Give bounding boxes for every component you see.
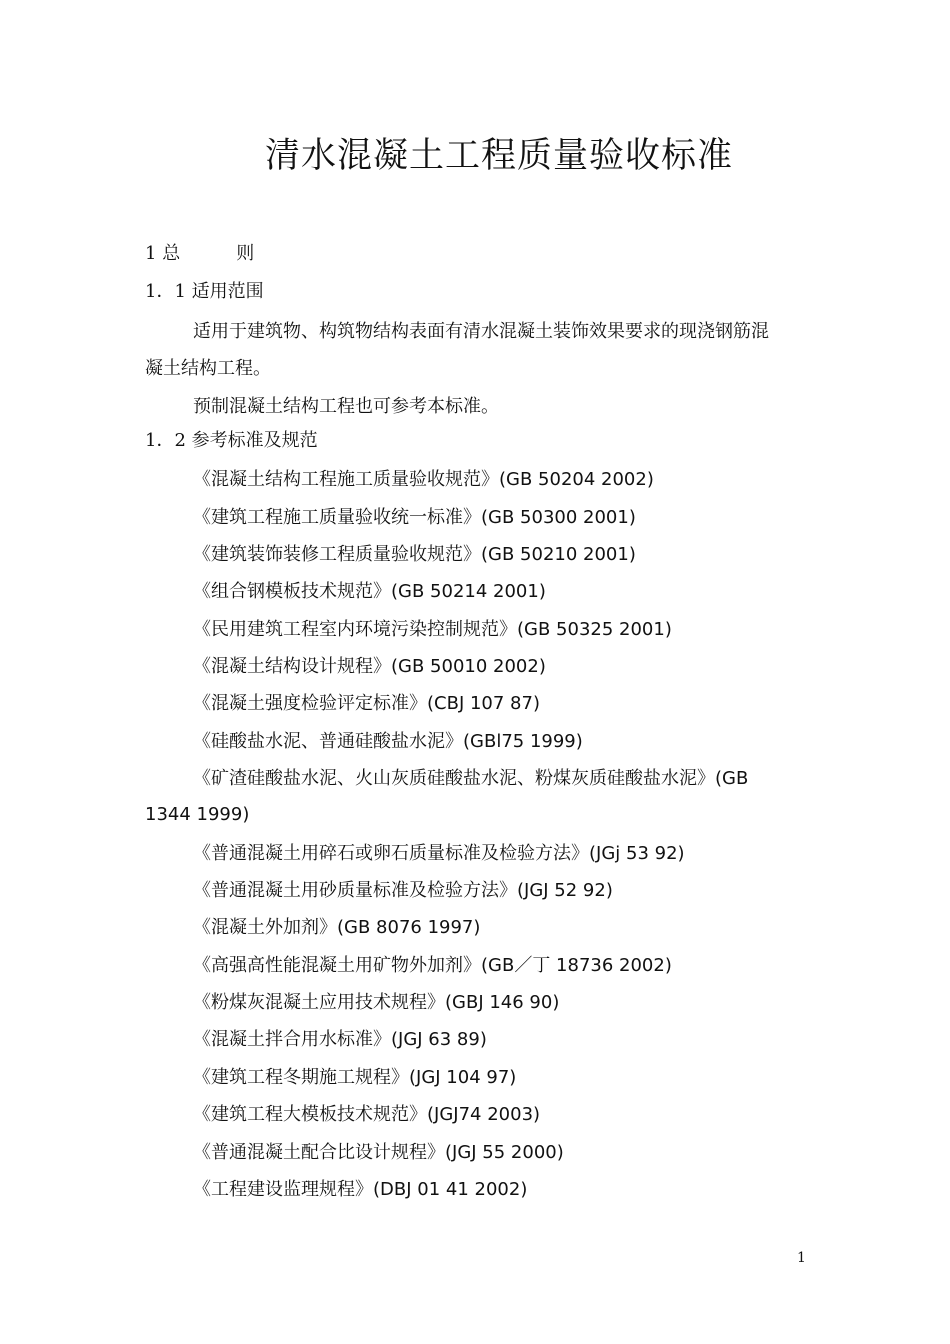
reference-code: (GBl75 1999)	[463, 731, 583, 752]
reference-name: 《普通混凝土用碎石或卵石质量标准及检验方法》	[193, 843, 589, 864]
reference-code: (GB 50204 2002)	[499, 469, 654, 490]
section-1-title-char-2: 则	[236, 243, 255, 264]
reference-name: 《民用建筑工程室内环境污染控制规范》	[193, 619, 517, 640]
reference-name: 《混凝土结构设计规程》	[193, 656, 391, 677]
reference-item	[193, 506, 636, 530]
reference-name: 《混凝土强度检验评定标准》	[193, 693, 427, 714]
page-number: 1	[797, 1250, 806, 1266]
reference-name: 《矿渣硅酸盐水泥、火山灰质硅酸盐水泥、粉煤灰质硅酸盐水泥》	[193, 768, 715, 789]
reference-item	[193, 1178, 527, 1202]
reference-item-continuation: 1344 1999)	[145, 804, 250, 825]
section-1-title-char-1: 总	[162, 243, 181, 264]
reference-code: (CBJ 107 87)	[427, 693, 540, 714]
reference-item	[193, 655, 546, 679]
reference-item	[193, 879, 613, 903]
reference-item	[193, 1066, 516, 1090]
reference-code: (JGj 53 92)	[589, 843, 685, 864]
reference-code: (GB	[715, 768, 749, 789]
section-1-number: 1	[145, 243, 157, 264]
document-title: 清水混凝土工程质量验收标准	[264, 136, 733, 176]
paragraph-1-line-1: 适用于建筑物、构筑物结构表面有清水混凝土装饰效果要求的现浇钢筋混	[193, 321, 769, 342]
reference-name: 《建筑工程施工质量验收统一标准》	[193, 507, 481, 528]
reference-item	[193, 1103, 540, 1127]
reference-code: (GB 50214 2001)	[391, 581, 546, 602]
reference-name: 《粉煤灰混凝土应用技术规程》	[193, 992, 445, 1013]
reference-item	[193, 692, 540, 716]
reference-code: (JGJ 63 89)	[391, 1029, 487, 1050]
paragraph-2: 预制混凝土结构工程也可参考本标准。	[193, 396, 499, 417]
reference-item	[193, 954, 672, 978]
reference-item	[193, 991, 559, 1015]
paragraph-1-line-2: 凝土结构工程。	[145, 358, 271, 379]
section-1-1-heading: 1．1 适用范围	[145, 281, 264, 302]
section-1-2-heading: 1．2 参考标准及规范	[145, 430, 318, 451]
reference-item	[193, 767, 748, 791]
reference-name: 《普通混凝土用砂质量标准及检验方法》	[193, 880, 517, 901]
reference-item	[193, 618, 672, 642]
reference-code: (GB 50300 2001)	[481, 507, 636, 528]
reference-name: 《普通混凝土配合比设计规程》	[193, 1142, 445, 1163]
reference-name: 《高强高性能混凝土用矿物外加剂》	[193, 955, 481, 976]
reference-code: (JGJ 104 97)	[409, 1067, 517, 1088]
reference-name: 《建筑装饰装修工程质量验收规范》	[193, 544, 481, 565]
reference-code: (GBJ 146 90)	[445, 992, 560, 1013]
reference-item	[193, 580, 546, 604]
reference-code: (JGJ74 2003)	[427, 1104, 541, 1125]
reference-code: (GB 50010 2002)	[391, 656, 546, 677]
reference-name: 《混凝土拌合用水标准》	[193, 1029, 391, 1050]
reference-name: 《硅酸盐水泥、普通硅酸盐水泥》	[193, 731, 463, 752]
reference-code: (GB／丁 18736 2002)	[481, 955, 672, 976]
reference-name: 《混凝土外加剂》	[193, 917, 337, 938]
reference-item	[193, 842, 685, 866]
reference-item	[193, 916, 480, 940]
reference-item	[193, 468, 654, 492]
section-1-heading	[145, 242, 254, 266]
reference-name: 《工程建设监理规程》	[193, 1179, 373, 1200]
reference-code: (DBJ 01 41 2002)	[373, 1179, 528, 1200]
reference-item	[193, 730, 583, 754]
reference-name: 《建筑工程大模板技术规范》	[193, 1104, 427, 1125]
reference-code: (JGJ 52 92)	[517, 880, 613, 901]
reference-code: (GB 8076 1997)	[337, 917, 481, 938]
reference-name: 《建筑工程冬期施工规程》	[193, 1067, 409, 1088]
reference-item	[193, 1141, 564, 1165]
reference-code: (GB 50325 2001)	[517, 619, 672, 640]
reference-item	[193, 543, 636, 567]
reference-name: 《混凝土结构工程施工质量验收规范》	[193, 469, 499, 490]
reference-name: 《组合钢模板技术规范》	[193, 581, 391, 602]
reference-code: (GB 50210 2001)	[481, 544, 636, 565]
reference-code: (JGJ 55 2000)	[445, 1142, 564, 1163]
reference-item	[193, 1028, 487, 1052]
